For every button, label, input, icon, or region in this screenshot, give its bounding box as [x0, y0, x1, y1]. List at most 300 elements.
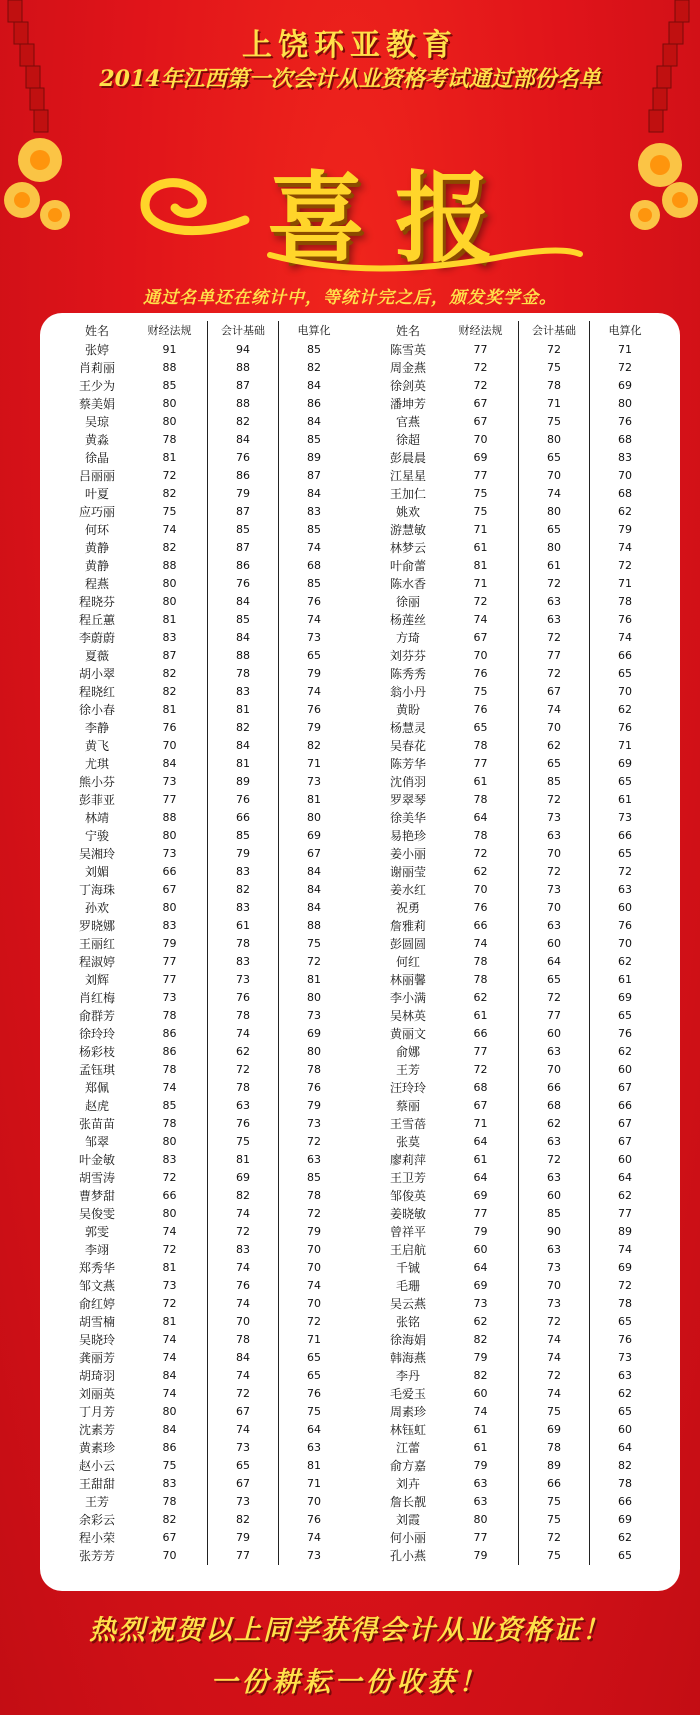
cell-name: 周素珍 — [389, 1405, 426, 1419]
cell-computer: 78 — [589, 593, 660, 611]
cell-name: 姜水红 — [389, 883, 426, 897]
table-row — [62, 1043, 349, 1061]
cell-law: 74 — [473, 613, 488, 626]
cell-name: 林丽馨 — [389, 973, 426, 987]
cell-law: 76 — [473, 703, 488, 716]
cell-name: 吴俊雯 — [78, 1207, 115, 1221]
cell-basics: 62 — [518, 737, 589, 755]
cell-basics: 81 — [207, 701, 278, 719]
table-row — [62, 899, 349, 917]
table-row — [62, 377, 349, 395]
cell-computer: 70 — [278, 1493, 349, 1511]
cell-name: 罗翠琴 — [389, 793, 426, 807]
cell-basics: 73 — [207, 1493, 278, 1511]
cell-computer: 75 — [278, 1403, 349, 1421]
table-row — [373, 359, 660, 377]
cell-computer: 85 — [278, 521, 349, 539]
cell-law: 82 — [162, 487, 177, 500]
cell-computer: 80 — [278, 1043, 349, 1061]
cell-name: 官燕 — [395, 415, 420, 429]
cell-law: 83 — [162, 919, 177, 932]
cell-computer: 73 — [278, 1115, 349, 1133]
cell-computer: 73 — [278, 1007, 349, 1025]
cell-basics: 83 — [207, 953, 278, 971]
cell-basics: 83 — [207, 863, 278, 881]
table-row — [373, 1475, 660, 1493]
cell-law: 80 — [162, 1135, 177, 1148]
cell-computer: 86 — [278, 395, 349, 413]
table-row — [373, 539, 660, 557]
cell-computer: 71 — [278, 1475, 349, 1493]
cell-basics: 86 — [207, 557, 278, 575]
table-row — [62, 791, 349, 809]
cell-basics: 87 — [207, 377, 278, 395]
cell-law: 65 — [473, 721, 488, 734]
cell-computer: 72 — [278, 1133, 349, 1151]
table-row — [373, 341, 660, 359]
cell-name: 蔡丽 — [395, 1099, 420, 1113]
table-row — [62, 1385, 349, 1403]
cell-computer: 64 — [278, 1421, 349, 1439]
cell-law: 72 — [162, 1243, 177, 1256]
table-row — [373, 413, 660, 431]
cell-computer: 66 — [589, 647, 660, 665]
cell-law: 74 — [162, 1387, 177, 1400]
cell-computer: 85 — [278, 431, 349, 449]
cell-law: 78 — [473, 973, 488, 986]
cell-law: 77 — [473, 469, 488, 482]
cell-computer: 68 — [589, 485, 660, 503]
cell-law: 70 — [473, 883, 488, 896]
cell-computer: 60 — [589, 1151, 660, 1169]
table-row — [62, 1169, 349, 1187]
cell-name: 张芳芳 — [78, 1549, 115, 1563]
table-row — [62, 1439, 349, 1457]
table-row — [62, 1115, 349, 1133]
cell-computer: 73 — [278, 773, 349, 791]
table-row — [62, 1079, 349, 1097]
cell-basics: 72 — [207, 1061, 278, 1079]
cell-computer: 70 — [278, 1259, 349, 1277]
cell-law: 86 — [162, 1441, 177, 1454]
cell-name: 叶金敏 — [78, 1153, 115, 1167]
cell-computer: 63 — [278, 1151, 349, 1169]
cell-basics: 73 — [518, 809, 589, 827]
table-row — [62, 575, 349, 593]
cell-computer: 74 — [278, 1529, 349, 1547]
cell-computer: 68 — [278, 557, 349, 575]
cell-law: 81 — [162, 1315, 177, 1328]
cell-computer: 85 — [278, 575, 349, 593]
cell-basics: 62 — [207, 1043, 278, 1061]
cell-law: 86 — [162, 1027, 177, 1040]
cell-name: 黄淼 — [84, 433, 109, 447]
cell-name: 程淑婷 — [78, 955, 115, 969]
cell-basics: 63 — [518, 593, 589, 611]
cell-law: 77 — [162, 793, 177, 806]
cell-law: 61 — [473, 1441, 488, 1454]
cell-basics: 74 — [207, 1205, 278, 1223]
cell-law: 60 — [473, 1387, 488, 1400]
cell-basics: 79 — [207, 1529, 278, 1547]
table-row — [62, 1529, 349, 1547]
results-table-card — [40, 313, 680, 1591]
cell-name: 王芳 — [395, 1063, 420, 1077]
cell-basics: 87 — [207, 503, 278, 521]
cell-computer: 67 — [278, 845, 349, 863]
cell-law: 91 — [162, 343, 177, 356]
cell-law: 71 — [473, 577, 488, 590]
cell-name: 祝勇 — [395, 901, 420, 915]
table-row — [373, 1547, 660, 1565]
cell-basics: 64 — [518, 953, 589, 971]
cell-name: 易艳珍 — [389, 829, 426, 843]
cell-computer: 78 — [589, 1295, 660, 1313]
table-row — [62, 755, 349, 773]
cell-law: 79 — [473, 1459, 488, 1472]
cell-basics: 83 — [207, 899, 278, 917]
cell-basics: 75 — [518, 1403, 589, 1421]
cell-name: 韩海燕 — [389, 1351, 426, 1365]
cell-computer: 82 — [278, 737, 349, 755]
table-row — [62, 683, 349, 701]
cell-name: 程丘蕙 — [78, 613, 115, 627]
cell-basics: 70 — [518, 1277, 589, 1295]
cell-law: 80 — [162, 415, 177, 428]
cell-name: 赵虎 — [84, 1099, 109, 1113]
cell-law: 72 — [162, 469, 177, 482]
cell-computer: 72 — [278, 953, 349, 971]
cell-basics: 80 — [518, 539, 589, 557]
table-row — [373, 1457, 660, 1475]
cell-name: 王卫芳 — [389, 1171, 426, 1185]
cell-name: 郑秀华 — [78, 1261, 115, 1275]
cell-law: 81 — [162, 703, 177, 716]
cell-basics: 88 — [207, 359, 278, 377]
cell-computer: 65 — [589, 1007, 660, 1025]
cell-law: 80 — [162, 577, 177, 590]
cell-name: 夏薇 — [84, 649, 109, 663]
cell-computer: 84 — [278, 413, 349, 431]
table-row — [373, 431, 660, 449]
table-row — [373, 1493, 660, 1511]
cell-name: 王雪蓓 — [389, 1117, 426, 1131]
cell-computer: 84 — [278, 899, 349, 917]
cell-law: 80 — [162, 1405, 177, 1418]
cell-law: 82 — [473, 1333, 488, 1346]
cell-basics: 82 — [207, 413, 278, 431]
table-row — [373, 521, 660, 539]
cell-computer: 76 — [589, 917, 660, 935]
cell-name: 肖红梅 — [78, 991, 115, 1005]
cell-basics: 87 — [207, 539, 278, 557]
cell-name: 彭菲亚 — [78, 793, 115, 807]
cell-name: 龚丽芳 — [78, 1351, 115, 1365]
cell-name: 李小满 — [389, 991, 426, 1005]
cell-basics: 72 — [518, 863, 589, 881]
cell-name: 邹翠 — [84, 1135, 109, 1149]
cell-name: 何小丽 — [389, 1531, 426, 1545]
cell-computer: 66 — [589, 1493, 660, 1511]
cell-basics: 84 — [207, 593, 278, 611]
cell-name: 沈素芳 — [78, 1423, 115, 1437]
cell-name: 孙欢 — [84, 901, 109, 915]
cell-name: 应巧丽 — [78, 505, 115, 519]
table-row — [373, 737, 660, 755]
organization-title: 上饶环亚教育 — [242, 28, 458, 63]
cell-law: 70 — [162, 1549, 177, 1562]
cell-computer: 76 — [278, 1079, 349, 1097]
cell-computer: 70 — [589, 935, 660, 953]
table-row — [373, 1007, 660, 1025]
cell-name: 胡小翠 — [78, 667, 115, 681]
cell-computer: 72 — [589, 1277, 660, 1295]
table-row — [62, 485, 349, 503]
cell-computer: 82 — [589, 1457, 660, 1475]
table-row — [62, 449, 349, 467]
col-header-computer: 电算化 — [589, 321, 660, 341]
cell-computer: 85 — [278, 341, 349, 359]
cell-law: 73 — [473, 1297, 488, 1310]
table-row — [373, 773, 660, 791]
cell-basics: 63 — [518, 917, 589, 935]
cell-law: 73 — [162, 775, 177, 788]
cell-name: 叶俞蕾 — [389, 559, 426, 573]
cell-law: 73 — [162, 991, 177, 1004]
cell-computer: 69 — [589, 755, 660, 773]
cell-computer: 73 — [589, 809, 660, 827]
cell-law: 88 — [162, 361, 177, 374]
col-header-law: 财经法规 — [147, 324, 192, 337]
cell-basics: 65 — [207, 1457, 278, 1475]
cell-name: 胡雪楠 — [78, 1315, 115, 1329]
cell-computer: 85 — [278, 1169, 349, 1187]
cell-basics: 62 — [518, 1115, 589, 1133]
results-table-right — [373, 321, 660, 1565]
cell-basics: 71 — [518, 395, 589, 413]
cell-law: 79 — [473, 1549, 488, 1562]
cell-name: 徐小春 — [78, 703, 115, 717]
cell-law: 75 — [162, 505, 177, 518]
cell-basics: 77 — [518, 1007, 589, 1025]
table-row — [373, 593, 660, 611]
cell-basics: 85 — [207, 827, 278, 845]
table-row — [62, 881, 349, 899]
cell-computer: 71 — [278, 1331, 349, 1349]
cell-law: 67 — [162, 1531, 177, 1544]
cell-name: 游慧敏 — [389, 523, 426, 537]
cell-basics: 74 — [518, 1331, 589, 1349]
cell-basics: 82 — [207, 1511, 278, 1529]
cell-basics: 84 — [207, 629, 278, 647]
cell-name: 俞娜 — [395, 1045, 420, 1059]
cell-basics: 85 — [207, 611, 278, 629]
cell-basics: 82 — [207, 881, 278, 899]
cell-basics: 81 — [207, 1151, 278, 1169]
table-row — [373, 1295, 660, 1313]
cell-law: 62 — [473, 1315, 488, 1328]
cell-name: 尤琪 — [84, 757, 109, 771]
cell-computer: 65 — [589, 773, 660, 791]
table-row — [373, 701, 660, 719]
cell-computer: 74 — [278, 539, 349, 557]
table-row — [62, 1241, 349, 1259]
cell-basics: 63 — [207, 1097, 278, 1115]
table-row — [62, 1511, 349, 1529]
cell-basics: 83 — [207, 683, 278, 701]
cell-law: 80 — [162, 901, 177, 914]
table-row — [62, 1313, 349, 1331]
cell-basics: 72 — [207, 1385, 278, 1403]
cell-name: 程小荣 — [78, 1531, 115, 1545]
cell-computer: 74 — [278, 683, 349, 701]
cell-computer: 65 — [278, 1349, 349, 1367]
cell-computer: 62 — [589, 1187, 660, 1205]
cell-basics: 72 — [518, 1367, 589, 1385]
cell-computer: 79 — [589, 521, 660, 539]
list-subtitle: 2014年江西第一次会计从业资格考试通过部份名单 — [99, 66, 601, 92]
cell-basics: 76 — [207, 791, 278, 809]
cell-law: 75 — [473, 487, 488, 500]
cell-law: 66 — [162, 1189, 177, 1202]
cell-basics: 76 — [207, 449, 278, 467]
cell-computer: 60 — [589, 1421, 660, 1439]
cell-law: 84 — [162, 757, 177, 770]
cell-law: 64 — [473, 811, 488, 824]
cell-basics: 73 — [518, 1259, 589, 1277]
cell-name: 姚欢 — [395, 505, 420, 519]
cell-basics: 65 — [518, 971, 589, 989]
cell-computer: 79 — [278, 1097, 349, 1115]
cell-computer: 71 — [589, 737, 660, 755]
table-row — [373, 809, 660, 827]
cell-law: 80 — [162, 829, 177, 842]
congratulations-text: 热烈祝贺以上同学获得会计从业资格证！ — [89, 1615, 611, 1646]
table-row — [373, 1061, 660, 1079]
cell-name: 毛珊 — [395, 1279, 420, 1293]
cell-basics: 72 — [207, 1223, 278, 1241]
cell-law: 72 — [473, 1063, 488, 1076]
cell-name: 徐丽 — [395, 595, 420, 609]
cell-name: 彭圆圆 — [389, 937, 426, 951]
cell-law: 70 — [473, 649, 488, 662]
cell-basics: 72 — [518, 1529, 589, 1547]
table-row — [62, 359, 349, 377]
cell-computer: 69 — [278, 827, 349, 845]
cell-name: 徐美华 — [389, 811, 426, 825]
table-row — [62, 1421, 349, 1439]
cell-law: 70 — [473, 433, 488, 446]
cell-basics: 65 — [518, 755, 589, 773]
cell-basics: 83 — [207, 1241, 278, 1259]
cell-law: 62 — [473, 865, 488, 878]
cell-computer: 62 — [589, 1385, 660, 1403]
cell-basics: 63 — [518, 1043, 589, 1061]
table-row — [373, 1349, 660, 1367]
cell-computer: 69 — [589, 1511, 660, 1529]
cell-computer: 74 — [278, 1277, 349, 1295]
cell-computer: 84 — [278, 863, 349, 881]
cell-name: 邹文燕 — [78, 1279, 115, 1293]
cell-name: 俞方嘉 — [389, 1459, 426, 1473]
table-row — [373, 935, 660, 953]
table-row — [373, 1223, 660, 1241]
cell-name: 吴晓玲 — [78, 1333, 115, 1347]
cell-computer: 71 — [589, 341, 660, 359]
cell-basics: 78 — [207, 935, 278, 953]
table-body-right — [373, 341, 660, 1565]
cell-basics: 74 — [518, 701, 589, 719]
cell-basics: 82 — [207, 1187, 278, 1205]
table-row — [62, 647, 349, 665]
cell-computer: 60 — [589, 899, 660, 917]
cell-law: 76 — [473, 667, 488, 680]
table-row — [62, 467, 349, 485]
cell-law: 78 — [473, 955, 488, 968]
cell-law: 61 — [473, 775, 488, 788]
cell-name: 毛爱玉 — [389, 1387, 426, 1401]
cell-law: 67 — [473, 1099, 488, 1112]
cell-basics: 66 — [518, 1079, 589, 1097]
cell-law: 85 — [162, 1099, 177, 1112]
table-row — [62, 1403, 349, 1421]
cell-name: 宁骏 — [84, 829, 109, 843]
table-row — [62, 971, 349, 989]
cell-basics: 72 — [518, 989, 589, 1007]
cell-basics: 86 — [207, 467, 278, 485]
cell-computer: 78 — [278, 1187, 349, 1205]
cell-name: 曾祥平 — [389, 1225, 426, 1239]
cell-basics: 84 — [207, 1349, 278, 1367]
cell-name: 刘辉 — [84, 973, 109, 987]
cell-law: 88 — [162, 811, 177, 824]
cell-name: 姜小丽 — [389, 847, 426, 861]
table-row — [373, 611, 660, 629]
cell-basics: 63 — [518, 1169, 589, 1187]
cell-law: 64 — [473, 1135, 488, 1148]
cell-computer: 76 — [589, 719, 660, 737]
cell-name: 黄盼 — [395, 703, 420, 717]
cell-name: 徐海娟 — [389, 1333, 426, 1347]
cell-law: 83 — [162, 1153, 177, 1166]
cell-law: 60 — [473, 1243, 488, 1256]
cell-law: 64 — [473, 1171, 488, 1184]
cell-computer: 76 — [278, 1511, 349, 1529]
cell-name: 李蔚蔚 — [78, 631, 115, 645]
cell-computer: 76 — [589, 413, 660, 431]
cell-law: 77 — [162, 955, 177, 968]
cell-name: 江星星 — [389, 469, 426, 483]
table-row — [62, 917, 349, 935]
cell-basics: 94 — [207, 341, 278, 359]
cell-name: 黄静 — [84, 541, 109, 555]
cell-name: 张铭 — [395, 1315, 420, 1329]
cell-law: 74 — [473, 937, 488, 950]
cell-computer: 65 — [589, 1547, 660, 1565]
table-row — [62, 395, 349, 413]
cell-name: 黄静 — [84, 559, 109, 573]
cell-basics: 78 — [518, 1439, 589, 1457]
cell-law: 87 — [162, 649, 177, 662]
cell-basics: 75 — [518, 1547, 589, 1565]
cell-computer: 65 — [589, 665, 660, 683]
cell-basics: 74 — [518, 485, 589, 503]
table-row — [373, 395, 660, 413]
cell-computer: 67 — [589, 1133, 660, 1151]
cell-computer: 79 — [278, 719, 349, 737]
cell-law: 77 — [473, 343, 488, 356]
table-row — [373, 1205, 660, 1223]
